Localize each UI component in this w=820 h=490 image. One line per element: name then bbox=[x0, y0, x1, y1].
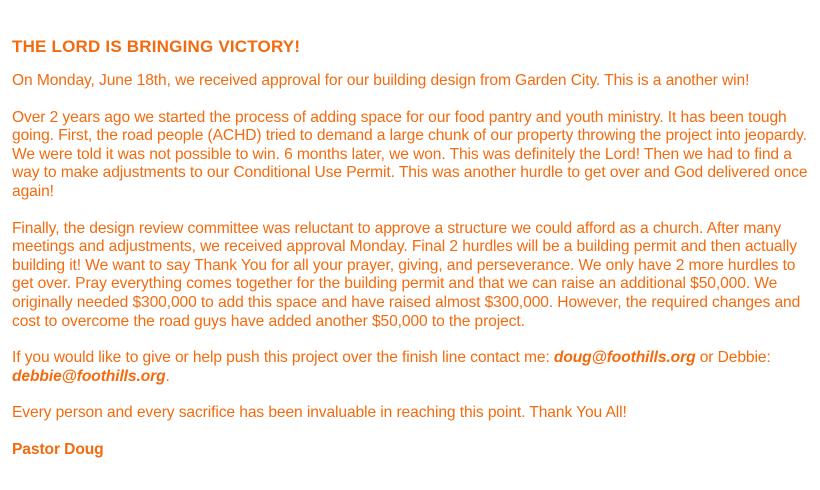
paragraph-thanks: Every person and every sacrifice has been invaluable in reaching this point. Thank You All! bbox=[12, 404, 627, 422]
contact-text-after: . bbox=[165, 367, 170, 385]
paragraph-history: Over 2 years ago we started the process of adding space for our food pantry and youth ministry. It has been tough going. First, the road people (ACHD) tried to demand a large chunk of our property throwing the project into jeopardy. We were told it was not possible to win. 6 months later, we won. This was definitely the Lord! Then we had to find a way to make adjustments to our Conditional Use Permit. This was another hurdle to get over and God delivered once again! bbox=[12, 108, 808, 200]
signature: Pastor Doug bbox=[12, 440, 104, 458]
paragraph-hurdles: Finally, the design review committee was reluctant to approve a structure we could afford as a church. After many meetings and adjustments, we received approval Monday. Final 2 hurdles will be a building permit and then actually building it! We want to say Thank You for all your prayer, giving, and perseverance. We only have 2 more hurdles to get over. Pray everything comes together for the building permit and that we can raise an additional $50,000. We originally needed $300,000 to add this space and have raised almost $300,000. However, the required changes and cost to overcome the road guys have added another $50,000 to the project. bbox=[12, 219, 801, 330]
email-debbie-link[interactable]: debbie@foothills.org bbox=[12, 367, 166, 385]
paragraph-contact bbox=[12, 349, 812, 386]
letter-content bbox=[12, 36, 812, 460]
contact-text-before: If you would like to give or help push this project over the finish line contact me: bbox=[12, 349, 554, 367]
letter-heading: THE LORD IS BRINGING VICTORY! bbox=[12, 37, 301, 56]
email-doug-link[interactable]: doug@foothills.org bbox=[553, 349, 696, 367]
paragraph-approval: On Monday, June 18th, we received approval for our building design from Garden City. This is a another win! bbox=[12, 72, 750, 89]
contact-text-middle: or Debbie: bbox=[695, 349, 771, 367]
